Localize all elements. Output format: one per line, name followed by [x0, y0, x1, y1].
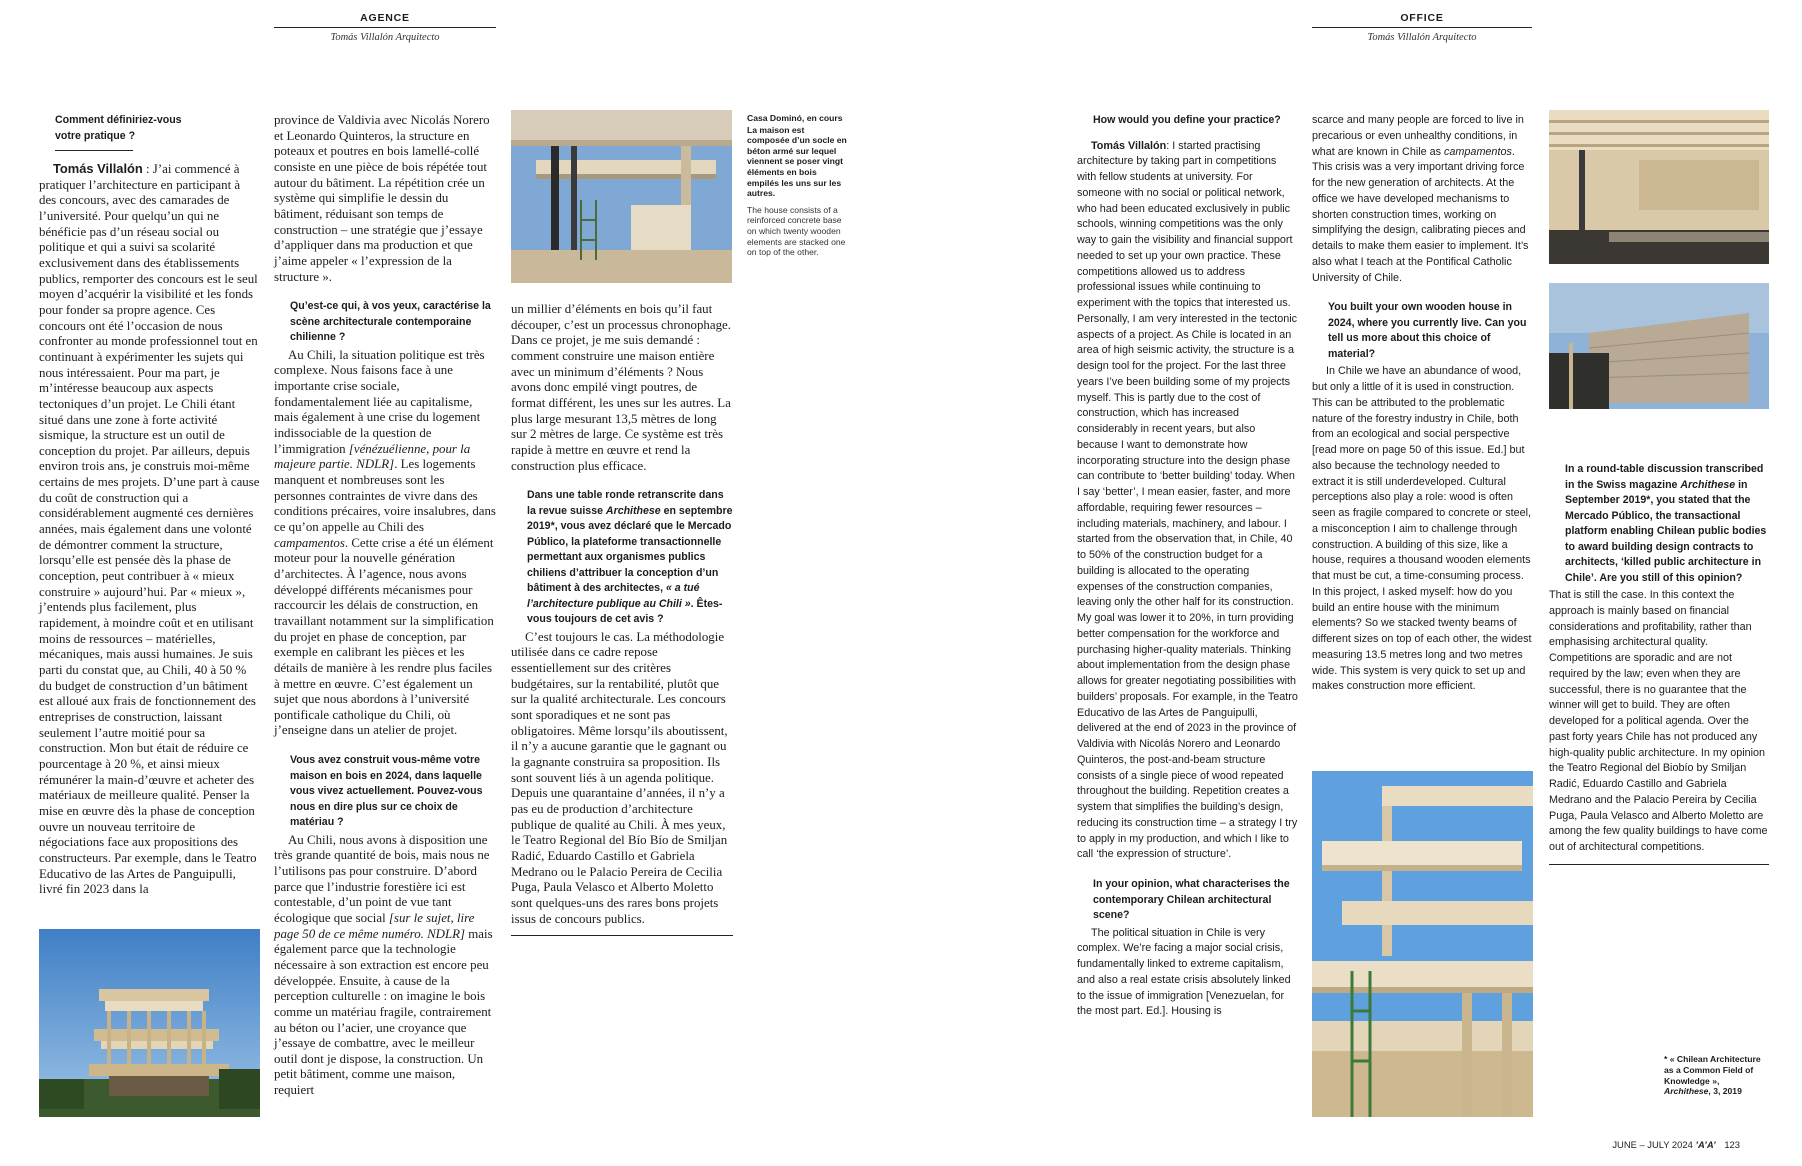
author-line-right: Tomás Villalón Arquitecto: [1367, 32, 1477, 43]
right-column-3: [1549, 462, 1769, 865]
answer-house-en: In Chile we have an abundance of wood, but only a little of it is used in construction. This can be attributed to the problematic nature of the forestry industry in Chile, both from an ecological and social perspective [read more on page 50 of this issue. Ed.] but also because the technology needed to extract it is still underdeveloped. Cultural perceptions also play a role: wood is often seen as fragile compared to concrete or steel, a misconception I aim to challenge through construction. A building of this size, like a house, requires a thousand wooden elements that must be cut, a time-consuming process. In this project, I asked myself: how do you build an entire house with the minimum elements? So we stacked twenty beams of different sizes on top of each other, the widest measuring 13.5 metres long and two metres wide. This system is very quick to set up and makes construction more efficient.: [1312, 365, 1532, 693]
question-scene-en: In your opinion, what characterises the contemporary Chilean architectural scene?: [1093, 878, 1290, 921]
photo-teatro-panguipulli: [39, 929, 260, 1117]
question-house-en: You built your own wooden house in 2024, where you currently live. Can you tell us more about this choice of material?: [1328, 301, 1527, 360]
answer-mercado-fr: C’est toujours le cas. La méthodologie utilisée dans ce cadre repose essentiellement sur des critères budgétaires, sur la rentabilité, plutôt que sur la qualité architecturale. Les concours sont sporadiques et ne sont pas obligatoires. Même lorsqu’ils aboutissent, il n’y a aucune garantie que le gagnant ou la gagnante construira sa proposition. Ils sont souvent liés à un agenda politique. Depuis une quarantaine d’années, il n’y a pas eu de production d’architecture publique de qualité au Chili. À mes yeux, le Teatro Regional del Bío Bío de Smiljan Radić, Eduardo Castillo et Gabriela Medrano ou le Palacio Pereira de Cecilia Puga, Paula Velasco et Alberto Moletto sont quelques-uns des rares bons projets issus de concours publics.: [511, 629, 728, 926]
caption-en: The house consists of a reinforced concrete base on which twenty wooden elements are stacked one on top of the other.: [747, 204, 846, 258]
question-practice-fr: Comment définiriez-vous votre pratique ?: [55, 114, 182, 142]
photo-caption: [747, 113, 847, 258]
magazine-logo: ’A’A’: [1695, 1139, 1716, 1150]
section-title-agence: AGENCE: [274, 12, 496, 28]
caption-fr: Casa Dominó, en cours La maison est composée d’un socle en béton armé sur lequel viennent se poser vingt éléments en bois empilés les uns sur les autres.: [747, 113, 847, 199]
page-number: 123: [1724, 1139, 1740, 1150]
photo-concrete-base: [1549, 283, 1769, 409]
paragraph-crisis-en: scarce and many people are forced to live in precarious or even unhealthy conditions, in what are known in Chile as campamentos. This crisis was a very important driving force for the new generation of architects. At the office we have developed mechanisms to shorten construction times, working on simplifying the design, calibrating pieces and details to make them easier to implement. It’s also what I teach at the Pontifical Catholic University of Chile.: [1312, 114, 1529, 284]
divider: [55, 150, 133, 151]
issue-date: JUNE – JULY 2024: [1612, 1139, 1693, 1150]
left-column-1: [39, 113, 260, 898]
page-folio: [1612, 1139, 1740, 1150]
speaker-name: Tomás Villalón: [53, 161, 143, 176]
teatro-photo-image: [39, 929, 260, 1117]
right-column-1: [1077, 113, 1298, 1020]
paragraph-elements-fr: un millier d’éléments en bois qu’il faut découper, c’est un processus chronophage. Dans ce projet, je me suis demandé : comment construire une maison entière avec un minimum d’éléments ? Nous avons donc empilé vingt poutres, de format différent, les unes sur les autres. La plus large mesurant 13,5 mètres de long sur 2 mètres de large. Ce système est très rapide à mettre en œuvre et rend la construction plus efficace.: [511, 302, 731, 473]
left-column-3: [511, 302, 733, 936]
left-column-2: [274, 113, 496, 1099]
answer-practice-en: Tomás Villalón: I started practising architecture by taking part in competitions with fellow students at university. For someone with no social or political network, who had been educated exclusively in public schools, winning competitions was the only way to gain the visibility and financial support needed to set up your own practice. These competitions allowed us to address professional issues while continuing to experiment with the topics that interested us. Personally, I am very interested in the tectonic aspects of a project. As Chile is located in an area of high seismic activity, the structure is a design tool for the project. For the last three years I’ve been building some of my projects myself. This is partly due to the cost of construction, which has increased considerably in recent years, but also because I want to demonstrate how incorporating structure into the design phase can contribute to ‘better building’ today. When I say ‘better’, I mean easier, faster, and more affordable, requiring fewer resources – including materials, machinery, and labour. I started from the observation that, in Chile, 40 to 50% of the construction budget for a building is allocated to the operating expenses of the construction companies, leaving only the other half for its construction. My goal was lower it to 20%, in turn providing better compensation for the workforce and purchasing higher-quality materials. Thinking about implementation from the design phase allows for greater negotiating possibilities with builders’ proposals. For example, in the Teatro Educativo de las Artes de Panguipulli, delivered at the end of 2023 in the province of Valdivia with Nicolás Norero and Leonardo Quinteros, the post-and-beam structure consists of a single piece of wood repeated throughout the building. Repetition creates a system that simplifies the building’s design, reducing its construction time – a strategy I try to apply in my production, and which I like to call ‘the expression of structure’.: [1077, 139, 1298, 861]
question-practice-en: How would you define your practice?: [1093, 114, 1281, 126]
answer-scene-en: The political situation in Chile is very complex. We’re facing a major social crisis, fundamentally linked to extreme capitalism, and also a real estate crisis absolutely linked to the issue of immigration [Venezuelan, for the most part. Ed.]. Housing is: [1077, 926, 1291, 1018]
end-divider: [511, 935, 733, 936]
end-divider: [1549, 864, 1769, 865]
section-title-office: OFFICE: [1312, 12, 1532, 28]
house-interior-photo-image: [1549, 110, 1769, 264]
house-structure-photo-image: [1312, 771, 1533, 1117]
footnote: * « Chilean Architecture as a Common Field of Knowledge », Archithese, 3, 2019: [1664, 1054, 1761, 1097]
photo-house-interior: [1549, 110, 1769, 264]
right-header: [1312, 12, 1532, 43]
question-mercado-fr: Dans une table ronde retranscrite dans la revue suisse Archithese en septembre 2019*, vous avez déclaré que le Mercado Público, la plateforme transactionnelle permettant aux organismes publics chiliens d’attribuer la conception d’un bâtiment à des architectes, « a tué l’architecture publique au Chili ». Êtes-vous toujours de cet avis ?: [527, 489, 733, 626]
question-mercado-en: In a round-table discussion transcribed in the Swiss magazine Archithese in September 2019*, you stated that the Mercado Público, the transactional platform enabling Chilean public bodies to award building design contracts to architects, ‘killed public architecture in Chile’. Are you still of this opinion?: [1565, 463, 1767, 584]
answer-practice-fr: Tomás Villalón : J’ai commencé à pratiquer l’architecture en participant à des concours, avec des camarades de l’université. Pour quelqu’un qui ne bénéficie pas d’un réseau social ou politique et qui a suivi sa scolarité exclusivement dans des établissements publics, remporter des concours est le seul moyen d’acquérir la visibilité et les fonds pour fonder sa propre agence. Ces concours ont été l’occasion de nous confronter au monde professionnel tout en continuant à expérimenter les sujets qui nous intéressaient. Pour ma part, je m’intéresse beaucoup aux aspects tectoniques d’un projet. Le Chili étant situé dans une zone à forte activité sismique, la structure est un outil de conception du projet. Par ailleurs, depuis environ trois ans, je construis moi-même certains de mes projets. D’une part à cause du coût de construction qui a considérablement augmenté ces dernières années, mais également dans une volonté de démontrer comment la structure, lorsqu’elle est pensée dès la phase de conception, peut contribuer à « mieux construire » aujourd’hui. Par « mieux », j’entends plus facilement, plus rapidement, à moindre coût et en utilisant moins de ressources – matérielles, mécaniques, mais aussi humaines. Je suis parti du constat que, au Chili, 40 à 50 % du budget de construction d’un bâtiment est alloué aux frais de fonctionnement des entreprises de construction, laissant seulement l’autre moitié pour sa construction. Mon but était de réduire ce pourcentage à 20 %, et ainsi mieux rémunérer la main-d’œuvre et acheter des matériaux de meilleure qualité. Penser la mise en œuvre dès la phase de conception ouvre un nouveau territoire de négociations face aux propositions des constructeurs. Par exemple, dans le Teatro Educativo de las Artes de Panguipulli, livré fin 2023 dans la: [39, 161, 260, 897]
right-column-2: [1312, 113, 1532, 695]
question-house-fr: Vous avez construit vous-même votre maison en bois en 2024, dans laquelle vous vivez actuellement. Pouvez-vous nous en dire plus sur ce choix de matériau ?: [290, 754, 483, 829]
paragraph-structure-fr: province de Valdivia avec Nicolás Norero et Leonardo Quinteros, la structure en poteaux et poutres en bois lamellé-collé consiste en une pièce de bois répétée tout autour du bâtiment. La répétition crée un système qui simplifie le dessin du bâtiment, réduisant son temps de construction – une stratégie que j’essaye d’appliquer dans ma production et que j’aime appeler « l’expression de la structure ».: [274, 113, 490, 284]
concrete-base-photo-image: [1549, 283, 1769, 409]
answer-mercado-en: That is still the case. In this context the approach is mainly based on financial considerations and profitability, rather than emphasising architectural quality. Competitions are sporadic and are not required by the law; even when they are successful, there is no guarantee that the winner will get to build. They are often developed for a political agenda. Over the past forty years Chile has not produced any high-quality public architecture. In my opinion the Teatro Regional del Biobío by Smiljan Radić, Eduardo Castillo and Gabriela Medrano and the Palacio Pereira by Cecilia Puga, Paula Velasco and Alberto Moletto are among the few quality buildings to have come out of architectural competitions.: [1549, 589, 1768, 853]
answer-scene-fr: Au Chili, la situation politique est très complexe. Nous faisons face à une importante crise sociale, fondamentalement liée au capitalisme, mais également à une crise du logement indissociable de la question de l’immigration [vénézuélienne, pour la majeure partie. NDLR]. Les logements manquent et nombreuses sont les personnes contraintes de vivre dans des conditions précaires, voire insalubres, dans ce qu’on appelle au Chili des campamentos. Cette crise a été un élément moteur pour la nouvelle génération d’architectes. À l’agence, nous avons développé différents mécanismes pour raccourcir les délais de construction, en travaillant notamment sur la simplification du projet en phase de conception, par exemple en calibrant les pièces et les détails de manière à les rendre plus faciles à mettre en œuvre. C’est également un sujet que nous abordons à l’université pontificale catholique du Chili, où j’enseigne dans un atelier de projet.: [274, 347, 496, 738]
speaker-name: Tomás Villalón: [1091, 139, 1167, 152]
question-scene-fr: Qu’est-ce qui, à vos yeux, caractérise la scène architecturale contemporaine chilienne ?: [290, 300, 491, 344]
photo-casa-domino: [511, 110, 732, 283]
caption-title: Casa Dominó, en cours: [747, 113, 843, 123]
photo-house-structure: [1312, 771, 1533, 1117]
casa-domino-photo-image: [511, 110, 732, 283]
answer-house-fr: Au Chili, nous avons à disposition une très grande quantité de bois, mais nous ne l’utilisons pas pour construire. D’abord parce que l’industrie forestière ici est contestable, d’un point de vue tant écologique que social [sur le sujet, lire page 50 de ce même numéro. NDLR] mais également parce que la technologie nécessaire à son extraction est encore peu développée. Ensuite, à cause de la perception culturelle : on imagine le bois comme un matériau fragile, contrairement au béton ou l’acier, une croyance que j’essaye de combattre, avec le meilleur outil dont je dispose, la construction. Un petit bâtiment, comme une maison, requiert: [274, 832, 493, 1098]
left-header: [274, 12, 496, 43]
author-line-left: Tomás Villalón Arquitecto: [330, 32, 440, 43]
